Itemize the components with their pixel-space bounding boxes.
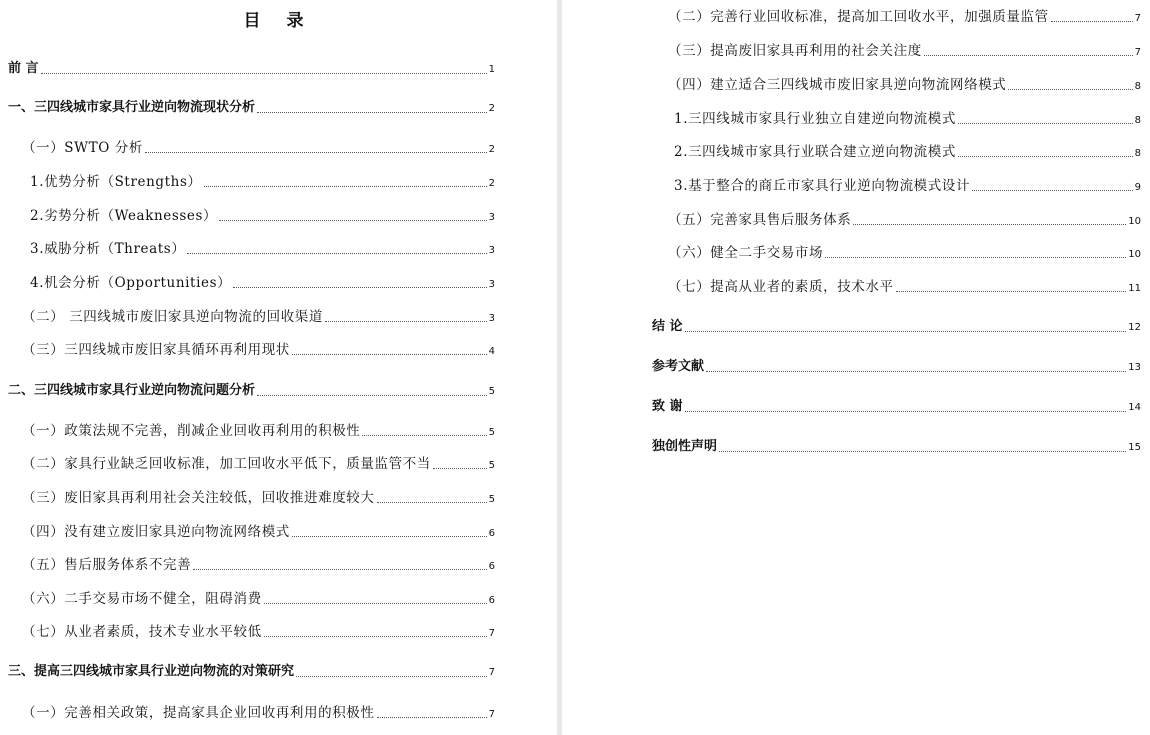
toc-entry-3-5[interactable]: （五）完善家具售后服务体系 10 [668, 210, 1141, 230]
dot-leader [264, 636, 487, 637]
toc-entry-2-2[interactable]: （二）家具行业缺乏回收标准，加工回收水平低下，质量监管不当 5 [22, 454, 495, 474]
dot-leader [958, 156, 1133, 157]
page-number: 9 [1134, 182, 1141, 193]
toc-entry-3-1[interactable]: （一）完善相关政策，提高家具企业回收再利用的积极性 7 [22, 703, 495, 723]
toc-entry-1-2[interactable]: （二） 三四线城市废旧家具逆向物流的回收渠道 3 [22, 307, 495, 327]
dot-leader [706, 371, 1126, 372]
page-number: 10 [1128, 216, 1141, 227]
page-number: 6 [488, 595, 495, 606]
dot-leader [924, 55, 1133, 56]
dot-leader [377, 717, 487, 718]
dot-leader [233, 287, 486, 288]
page-number: 5 [488, 494, 495, 505]
dot-leader [853, 224, 1126, 225]
dot-leader [325, 321, 487, 322]
toc-entry-1-3[interactable]: （三）三四线城市废旧家具循环再利用现状 4 [22, 340, 495, 360]
toc-entry-1-1-3[interactable]: 3.威胁分析（Threats） 3 [30, 239, 495, 259]
page-number: 7 [488, 709, 495, 720]
page-number: 5 [488, 460, 495, 471]
toc-page-left [0, 0, 557, 735]
page-number: 3 [488, 313, 495, 324]
dot-leader [433, 468, 487, 469]
toc-entry-2-4[interactable]: （四）没有建立废旧家具逆向物流网络模式 6 [22, 522, 495, 542]
page-number: 13 [1128, 362, 1141, 373]
dot-leader [1008, 89, 1132, 90]
toc-entry-2-3[interactable]: （三）废旧家具再利用社会关注较低，回收推进难度较大 5 [22, 488, 495, 508]
page-number: 5 [488, 427, 495, 438]
page-number: 8 [1134, 148, 1141, 159]
toc-entry-2-6[interactable]: （六）二手交易市场不健全，阻碍消费 6 [22, 589, 495, 609]
dot-leader [972, 190, 1133, 191]
page-number: 10 [1128, 249, 1141, 260]
toc-entry-3-4[interactable]: （四）建立适合三四线城市废旧家具逆向物流网络模式 8 [668, 75, 1141, 95]
toc-entry-chapter-3[interactable]: 三、提高三四线城市家具行业逆向物流的对策研究 7 [8, 662, 495, 682]
toc-entry-2-7[interactable]: （七）从业者素质，技术专业水平较低 7 [22, 622, 495, 642]
page-number: 6 [488, 528, 495, 539]
page-number: 5 [488, 386, 495, 397]
dot-leader [257, 395, 487, 396]
toc-entry-chapter-1[interactable]: 一、三四线城市家具行业逆向物流现状分析 2 [8, 98, 495, 118]
page-number: 7 [488, 667, 495, 678]
dot-leader [193, 569, 486, 570]
toc-entry-chapter-2[interactable]: 二、三四线城市家具行业逆向物流问题分析 5 [8, 381, 495, 401]
page-number: 15 [1128, 442, 1141, 453]
toc-title: 目 录 [243, 11, 314, 31]
toc-entry-1-1-2[interactable]: 2.劣势分析（Weaknesses） 3 [30, 206, 495, 226]
toc-entry-3-3[interactable]: （三）提高废旧家具再利用的社会关注度 7 [668, 41, 1141, 61]
page-number: 1 [488, 64, 495, 75]
dot-leader [685, 331, 1127, 332]
toc-entry-3-4-3[interactable]: 3.基于整合的商丘市家具行业逆向物流模式设计 9 [674, 176, 1141, 196]
toc-entry-1-1-4[interactable]: 4.机会分析（Opportunities） 3 [30, 273, 495, 293]
toc-entry-conclusion[interactable]: 结 论 12 [652, 317, 1141, 337]
dot-leader [896, 291, 1127, 292]
page-number: 2 [488, 103, 495, 114]
dot-leader [257, 112, 487, 113]
dot-leader [292, 536, 487, 537]
toc-entry-1-1[interactable]: （一）SWTO 分析 2 [22, 138, 495, 158]
dot-leader [204, 186, 487, 187]
dot-leader [296, 676, 487, 677]
dot-leader [377, 502, 487, 503]
toc-page-right [562, 0, 1150, 735]
toc-entry-acknowledgements[interactable]: 致 谢 14 [652, 397, 1141, 417]
page-number: 3 [488, 245, 495, 256]
toc-entry-3-6[interactable]: （六）健全二手交易市场 10 [668, 243, 1141, 263]
toc-entry-2-1[interactable]: （一）政策法规不完善，削减企业回收再利用的积极性 5 [22, 421, 495, 441]
toc-entry-2-5[interactable]: （五）售后服务体系不完善 6 [22, 555, 495, 575]
toc-entry-3-2[interactable]: （二）完善行业回收标准，提高加工回收水平，加强质量监管 7 [668, 7, 1141, 27]
page-number: 8 [1134, 81, 1141, 92]
toc-entry-3-4-2[interactable]: 2.三四线城市家具行业联合建立逆向物流模式 8 [674, 142, 1141, 162]
page-number: 2 [488, 144, 495, 155]
toc-entry-3-4-1[interactable]: 1.三四线城市家具行业独立自建逆向物流模式 8 [674, 109, 1141, 129]
page-number: 2 [488, 178, 495, 189]
page-number: 7 [1134, 47, 1141, 58]
page-number: 11 [1128, 283, 1141, 294]
page-number: 14 [1128, 402, 1141, 413]
dot-leader [685, 411, 1127, 412]
page-number: 7 [1134, 13, 1141, 24]
dot-leader [219, 220, 486, 221]
page-number: 7 [488, 628, 495, 639]
dot-leader [41, 73, 487, 74]
dot-leader [825, 257, 1126, 258]
dot-leader [958, 123, 1133, 124]
page-number: 6 [488, 561, 495, 572]
dot-leader [719, 451, 1126, 452]
page-number: 3 [488, 279, 495, 290]
page-number: 4 [488, 346, 495, 357]
toc-entry-references[interactable]: 参考文献 13 [652, 357, 1141, 377]
toc-entry-originality-statement[interactable]: 独创性声明 15 [652, 437, 1141, 457]
toc-entry-3-7[interactable]: （七）提高从业者的素质，技术水平 11 [668, 277, 1141, 297]
page-number: 12 [1128, 322, 1141, 333]
page-number: 8 [1134, 115, 1141, 126]
dot-leader [145, 152, 487, 153]
toc-entry-1-1-1[interactable]: 1.优势分析（Strengths） 2 [30, 172, 495, 192]
toc-entry-preface[interactable]: 前 言 1 [8, 59, 495, 79]
dot-leader [292, 354, 487, 355]
dot-leader [1051, 21, 1133, 22]
dot-leader [362, 435, 486, 436]
page-number: 3 [488, 212, 495, 223]
dot-leader [264, 603, 487, 604]
dot-leader [187, 253, 486, 254]
